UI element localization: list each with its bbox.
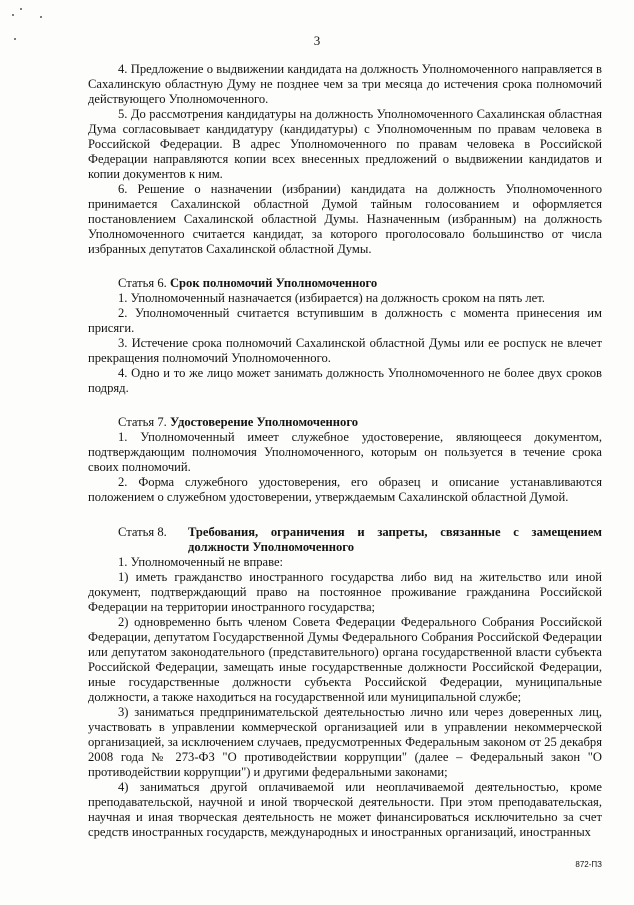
paragraph: 1. Уполномоченный назначается (избирается) на должность сроком на пять лет. — [118, 291, 545, 305]
scan-mark — [40, 16, 42, 18]
paragraph: 2. Форма служебного удостоверения, его образец и описание устанавливаются положением о служебном удостоверении, утверждаемым Сахалинской областной Думой. — [88, 475, 602, 504]
article-label: Статья 6. — [118, 276, 167, 290]
paragraph: 4) заниматься другой оплачиваемой или неоплачиваемой деятельностью, кроме преподавательской, научной и иной творческой деятельности. При этом преподавательская, научная и иная творческая деятельность не может финансироваться исключительно за счет средств иностранных государств, международных и иностранных организаций, иностранных — [88, 780, 602, 839]
article-7-heading — [88, 415, 602, 430]
paragraph: 1. Уполномоченный не вправе: — [118, 555, 284, 569]
paragraph: 4. Одно и то же лицо может занимать должность Уполномоченного не более двух сроков подряд. — [88, 366, 602, 395]
document-code: 872-ПЗ — [575, 860, 602, 869]
paragraph: 5. До рассмотрения кандидатуры на должность Уполномоченного Сахалинская областная Дума согласовывает кандидатуру (кандидатуры) с Уполномоченным по правам человека в Российской Федерации. В адрес Уполномоченного по правам человека в Российской Федерации направляются копии всех внесенных предложений о выдвижении кандидатов и копии документов к ним. — [88, 107, 602, 181]
article-title: Удостоверение Уполномоченного — [169, 415, 359, 429]
paragraph: 1) иметь гражданство иностранного государства либо вид на жительство или иной документ, подтверждающий право на постоянное проживание гражданина Российской Федерации на территории иностранного государства; — [88, 570, 602, 614]
paragraph: 3. Истечение срока полномочий Сахалинской областной Думы или ее роспуск не влечет прекращения полномочий Уполномоченного. — [88, 336, 602, 365]
article-8-heading — [88, 525, 602, 555]
paragraph: 1. Уполномоченный имеет служебное удостоверение, являющееся документом, подтверждающим полномочия Уполномоченного, которым он пользуется в течение срока своих полномочий. — [88, 430, 602, 474]
paragraph: 6. Решение о назначении (избрании) кандидата на должность Уполномоченного принимается Сахалинской областной Думой тайным голосованием и оформляется постановлением Сахалинской областной Думы. Назначенным (избранным) на должность Уполномоченного считается кандидат, за которого проголосовало большинство от числа избранных депутатов Сахалинской областной Думы. — [88, 182, 602, 256]
article-title: Срок полномочий Уполномоченного — [169, 276, 378, 290]
page-number: 3 — [313, 33, 321, 48]
paragraph: 2. Уполномоченный считается вступившим в должность с момента принесения им присяги. — [88, 306, 602, 335]
article-6-heading — [88, 276, 602, 291]
paragraph: 4. Предложение о выдвижении кандидата на должность Уполномоченного направляется в Сахалинскую областную Думу не позднее чем за три месяца до истечения срока полномочий действующего Уполномоченного. — [88, 62, 602, 106]
paragraph: 3) заниматься предпринимательской деятельностью лично или через доверенных лиц, участвовать в управлении коммерческой организацией или в управлении некоммерческой организацией, за исключением случаев, предусмотренных Федеральным законом от 25 декабря 2008 года № 273-ФЗ "О противодействии коррупции" (далее – Федеральный закон "О противодействии коррупции") и другими федеральными законами; — [88, 705, 602, 779]
scan-mark — [12, 14, 14, 16]
scan-mark — [20, 8, 22, 10]
paragraph: 2) одновременно быть членом Совета Федерации Федерального Собрания Российской Федерации, депутатом Государственной Думы Федерального Собрания Российской Федерации или депутатом законодательного (представительного) органа государственной власти субъекта Российской Федерации, замещать иные государственные должности Российской Федерации, иные государственные должности субъекта Российской Федерации, муниципальные должности, а также находиться на государственной или муниципальной службе; — [88, 615, 602, 704]
article-label: Статья 7. — [118, 415, 167, 429]
document-body — [88, 62, 602, 840]
article-label: Статья 8. — [118, 525, 167, 539]
article-title: Требования, ограничения и запреты, связанные с замещением должности Уполномоченного — [188, 525, 602, 554]
